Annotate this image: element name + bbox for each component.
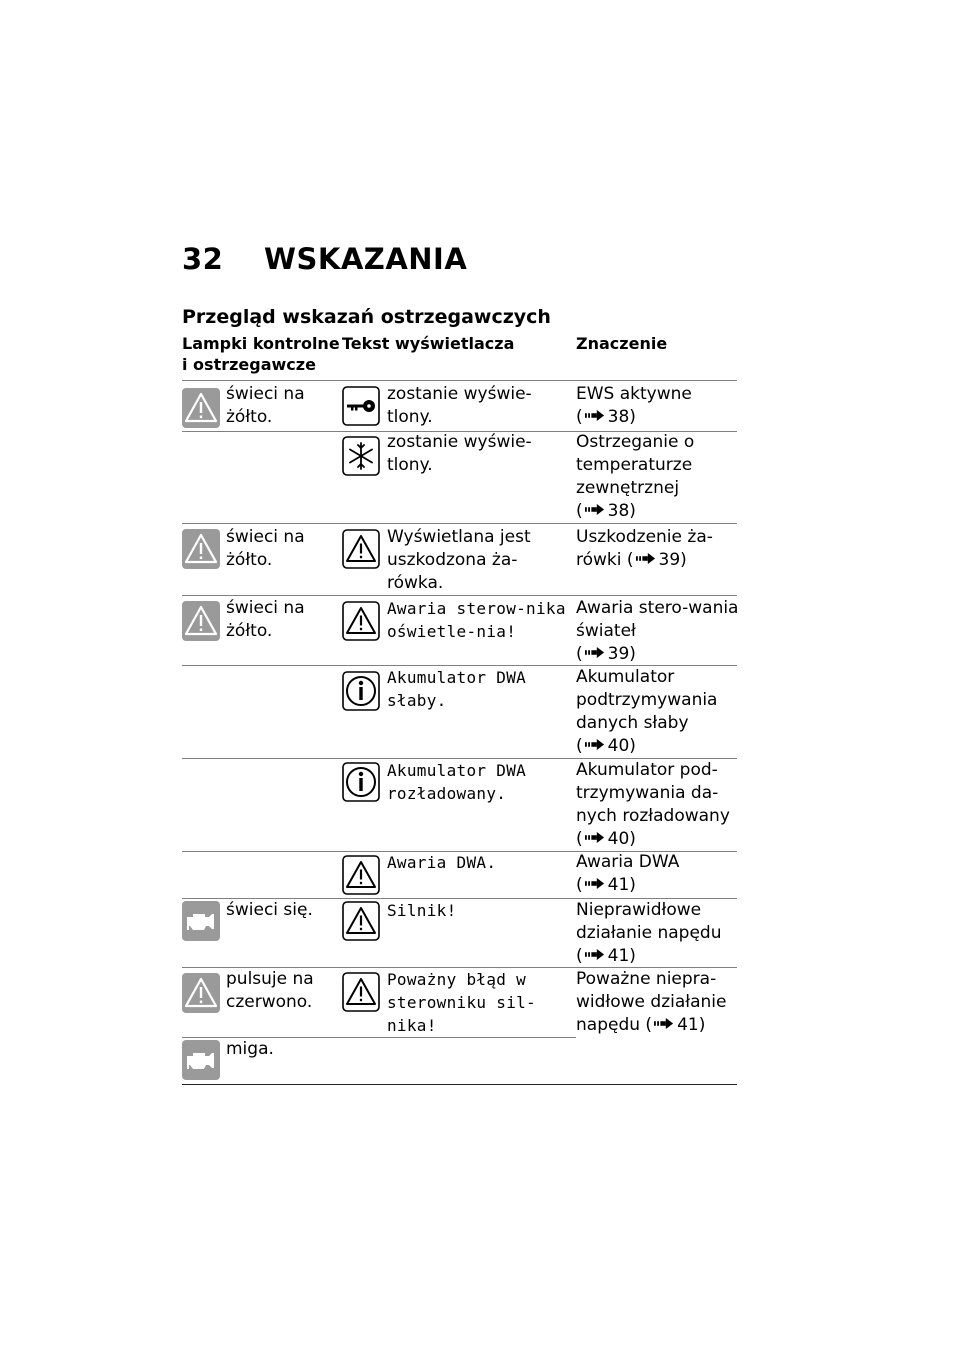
meaning-text: Nieprawidłowe działanie napędu ( 41) — [576, 900, 722, 966]
reference-arrow-icon — [585, 504, 605, 515]
row-divider — [182, 595, 737, 596]
chapter-title: WSKAZANIA — [264, 242, 468, 276]
lamp-state-text: świeci na żółto. — [226, 384, 305, 427]
display-text: zostanie wyświe-tlony. — [387, 432, 532, 475]
info-icon — [342, 762, 380, 802]
page-reference[interactable]: 38) — [607, 407, 636, 427]
meaning-label: Awaria stero-wania świateł — [576, 598, 739, 641]
warning-triangle-icon — [342, 529, 380, 569]
reference-arrow-icon — [585, 832, 605, 843]
warning-triangle-icon — [182, 388, 220, 428]
snowflake-icon — [342, 436, 380, 476]
display-text: Silnik! — [387, 901, 457, 920]
display-text: Awaria DWA. — [387, 853, 497, 872]
display-text: zostanie wyświe-tlony. — [387, 384, 532, 427]
warning-triangle-icon — [182, 601, 220, 641]
table-bottom-rule — [182, 1084, 737, 1085]
warning-triangle-icon — [342, 601, 380, 641]
meaning-label: Poważne niepra-widłowe działanie napędu — [576, 969, 727, 1035]
page-reference[interactable]: 40) — [607, 736, 636, 756]
warning-triangle-icon — [342, 901, 380, 941]
page-header — [182, 242, 467, 276]
page-number: 32 — [182, 242, 224, 276]
meaning-text: Uszkodzenie ża-rówki ( 39) — [576, 527, 713, 570]
page-reference[interactable]: 40) — [607, 829, 636, 849]
meaning-label: Ostrzeganie o temperaturze zewnętrznej — [576, 432, 695, 498]
engine-icon — [182, 1040, 220, 1080]
reference-arrow-icon — [585, 949, 605, 960]
meaning-text: Awaria DWA ( 41) — [576, 852, 680, 895]
lamp-state-text: pulsuje na czerwono. — [226, 969, 314, 1012]
page-reference[interactable]: 39) — [658, 550, 687, 570]
row-divider — [182, 523, 737, 524]
table-top-rule — [182, 380, 737, 381]
lamp-state-text: świeci na żółto. — [226, 598, 305, 641]
page-reference[interactable]: 38) — [607, 501, 636, 521]
column-headers — [182, 333, 737, 379]
reference-arrow-icon — [585, 878, 605, 889]
display-text: Akumulator DWA rozładowany. — [387, 761, 527, 803]
page-reference[interactable]: 41) — [607, 946, 636, 966]
warning-triangle-icon — [342, 972, 380, 1012]
column-header-display: Tekst wyświetlacza — [342, 334, 515, 353]
warning-triangle-icon — [182, 973, 220, 1013]
reference-arrow-icon — [654, 1018, 674, 1029]
column-header-meaning: Znaczenie — [576, 334, 668, 353]
lamp-state-text: świeci się. — [226, 900, 313, 920]
meaning-label: Awaria DWA — [576, 852, 680, 872]
engine-icon — [182, 901, 220, 941]
meaning-text: Poważne niepra-widłowe działanie napędu ( 41) — [576, 969, 727, 1035]
display-text: Akumulator DWA słaby. — [387, 668, 527, 710]
page-reference[interactable]: 41) — [607, 875, 636, 895]
meaning-text: Awaria stero-wania świateł ( 39) — [576, 598, 739, 664]
column-header-lamp: Lampki kontrolne i ostrzegawcze — [182, 334, 340, 374]
lamp-state-text: świeci na żółto. — [226, 527, 305, 570]
reference-arrow-icon — [636, 553, 656, 564]
meaning-label: Akumulator pod-trzymywania da-nych rozładowany — [576, 760, 730, 826]
page-reference[interactable]: 39) — [607, 644, 636, 664]
meaning-label: Uszkodzenie ża-rówki — [576, 527, 713, 570]
key-icon — [342, 386, 380, 426]
warning-triangle-icon — [342, 855, 380, 895]
meaning-text: Ostrzeganie o temperaturze zewnętrznej ( 38) — [576, 432, 695, 521]
reference-arrow-icon — [585, 739, 605, 750]
display-text: Wyświetlana jest uszkodzona ża-rówka. — [387, 527, 531, 593]
meaning-label: Akumulator podtrzymywania danych słaby — [576, 667, 718, 733]
warning-triangle-icon — [182, 529, 220, 569]
reference-arrow-icon — [585, 410, 605, 421]
display-text: Awaria sterow-nika oświetle-nia! — [387, 599, 566, 641]
meaning-text: Akumulator pod-trzymywania da-nych rozładowany ( 40) — [576, 760, 730, 849]
info-icon — [342, 671, 380, 711]
meaning-label: EWS aktywne — [576, 384, 692, 404]
section-title: Przegląd wskazań ostrzegawczych — [182, 306, 551, 328]
meaning-text: Akumulator podtrzymywania danych słaby ( 40) — [576, 667, 718, 756]
meaning-label: Nieprawidłowe działanie napędu — [576, 900, 722, 943]
display-text: Poważny błąd w sterowniku sil-nika! — [387, 970, 536, 1035]
lamp-state-text: miga. — [226, 1039, 274, 1059]
page-reference[interactable]: 41) — [677, 1015, 706, 1035]
meaning-text: EWS aktywne ( 38) — [576, 384, 692, 427]
reference-arrow-icon — [585, 647, 605, 658]
